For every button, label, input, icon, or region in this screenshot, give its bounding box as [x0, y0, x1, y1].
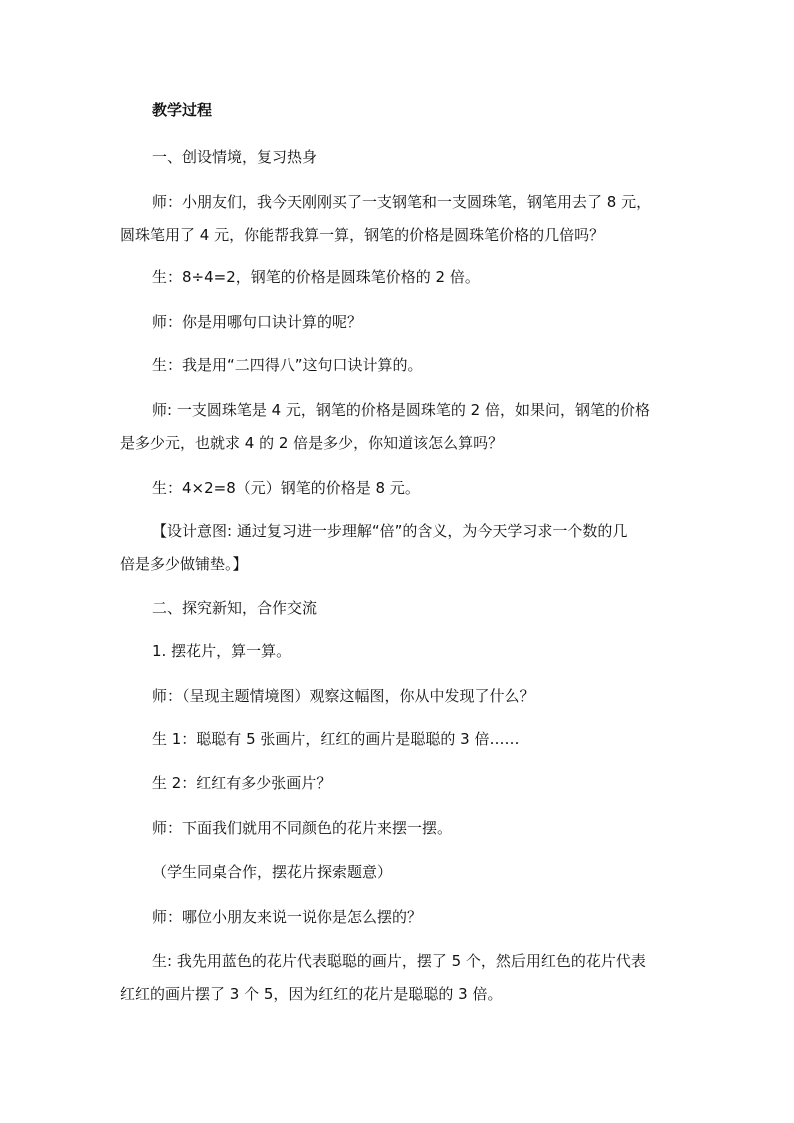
paragraph-line: 红红的画片摆了 3 个 5，因为红红的花片是聪聪的 3 倍。	[120, 985, 503, 1003]
paragraph-teacher-observe: 师：（呈现主题情境图）观察这幅图，你从中发现了什么？	[152, 687, 535, 705]
paragraph-activity-note: （学生同桌合作，摆花片探索题意）	[152, 863, 393, 881]
design-intent-note	[120, 515, 680, 581]
paragraph-student-2: 生 2：红红有多少张画片？	[152, 774, 332, 792]
paragraph-line: 师: 一支圆珠笔是 4 元，钢笔的价格是圆珠笔的 2 倍，如果问，钢笔的价格	[152, 401, 650, 419]
paragraph-line: 师：小朋友们，我今天刚刚买了一支钢笔和一支圆珠笔，钢笔用去了 8 元，	[152, 193, 652, 211]
subsection-title-1: 1. 摆花片，算一算。	[152, 642, 292, 660]
paragraph-teacher-question	[120, 186, 680, 252]
paragraph-student-answer: 生：8÷4=2，钢笔的价格是圆珠笔价格的 2 倍。	[152, 268, 480, 286]
paragraph-teacher-followup	[120, 394, 680, 460]
paragraph-student-1: 生 1：聪聪有 5 张画片，红红的画片是聪聪的 3 倍……	[152, 730, 520, 748]
paragraph-student-explain	[120, 945, 680, 1011]
section-title-2: 二、探究新知，合作交流	[152, 599, 318, 617]
page-heading: 教学过程	[152, 101, 213, 119]
paragraph-line: 倍是多少做铺垫。】	[120, 555, 248, 573]
paragraph-teacher-arrange: 师：下面我们就用不同颜色的花片来摆一摆。	[152, 819, 453, 837]
section-title-1: 一、创设情境，复习热身	[152, 148, 318, 166]
paragraph-line: 生: 我先用蓝色的花片代表聪聪的画片，摆了 5 个，然后用红色的花片代表	[152, 952, 646, 970]
paragraph-student-calc: 生：4×2=8（元）钢笔的价格是 8 元。	[152, 479, 420, 497]
paragraph-teacher-rhyme-question: 师：你是用哪句口诀计算的呢？	[152, 313, 363, 331]
paragraph-teacher-ask: 师：哪位小朋友来说一说你是怎么摆的？	[152, 908, 423, 926]
paragraph-line: 圆珠笔用了 4 元，你能帮我算一算，钢笔的价格是圆珠笔价格的几倍吗？	[120, 226, 605, 244]
paragraph-student-rhyme: 生：我是用“二四得八”这句口诀计算的。	[152, 356, 423, 374]
paragraph-line: 是多少元，也就求 4 的 2 倍是多少，你知道该怎么算吗？	[120, 434, 504, 452]
paragraph-line: 【设计意图: 通过复习进一步理解“倍”的含义，为今天学习求一个数的几	[152, 522, 628, 540]
